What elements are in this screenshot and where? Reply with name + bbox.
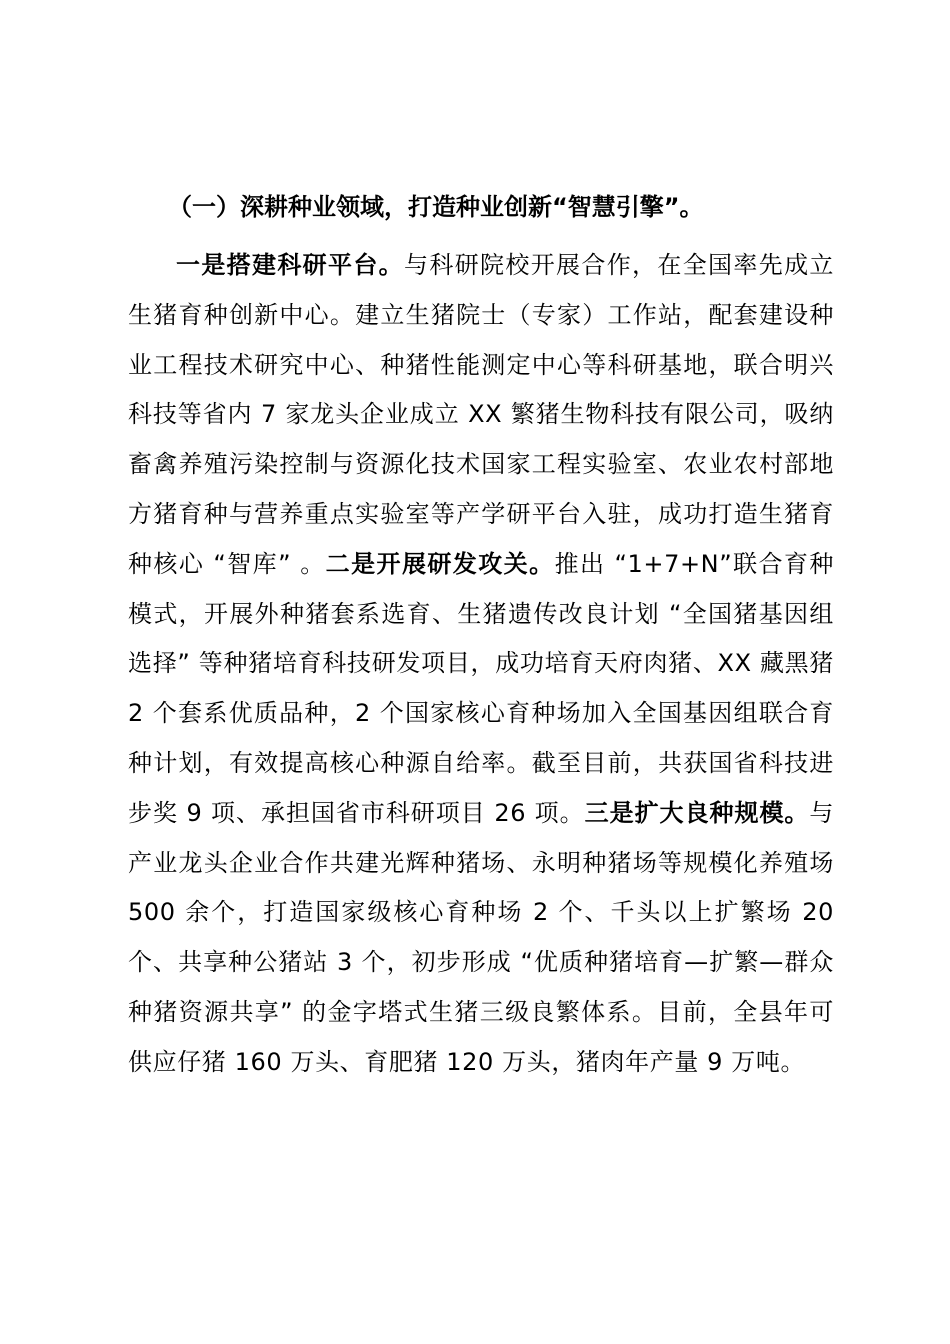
section-heading: （一）深耕种业领域，打造种业创新“智慧引擎”。 <box>168 193 704 221</box>
point-two-text: 推出 “1+7+N”联合育种模式，开展外种猪套系选育、生猪遗传改良计划 “全国猪基因组选择” 等种猪培育科技研发项目，成功培育天府肉猪、XX 藏黑猪 2 个套系优质品种，2 个国家核心育种场加入全国基因组联合育种计划，有效提高核心种源自给率。截至目前，共获国省科技进步奖 9 项、承担国省市科研项目 26 项。 <box>128 549 835 827</box>
point-three-title: 三是扩大良种规模。 <box>584 798 810 827</box>
body-paragraph <box>128 241 834 1088</box>
point-three-text: 与产业龙头企业合作共建光辉种猪场、永明种猪场等规模化养殖场 500 余个，打造国家级核心育种场 2 个、千头以上扩繁场 20 个、共享种公猪站 3 个，初步形成 “优质种猪培育—扩繁—群众种猪资源共享” 的金字塔式生猪三级良繁体系。目前，全县年可供应仔猪 160 万头、育肥猪 120 万头，猪肉年产量 9 万吨。 <box>128 798 834 1076</box>
point-one-title: 一是搭建科研平台。 <box>176 251 405 279</box>
point-one-text: 与科研院校开展合作，在全国率先成立生猪育种创新中心。建立生猪院士（专家）工作站，配套建设种业工程技术研究中心、种猪性能测定中心等科研基地，联合明兴科技等省内 7 家龙头企业成立 XX 繁猪生物科技有限公司，吸纳畜禽养殖污染控制与资源化技术国家工程实验室、农业农村部地方猪育种与营养重点实验室等产学研平台入驻，成功打造生猪育种核心 “智库” 。 <box>128 251 834 578</box>
point-two-title: 二是开展研发攻关。 <box>325 549 555 578</box>
